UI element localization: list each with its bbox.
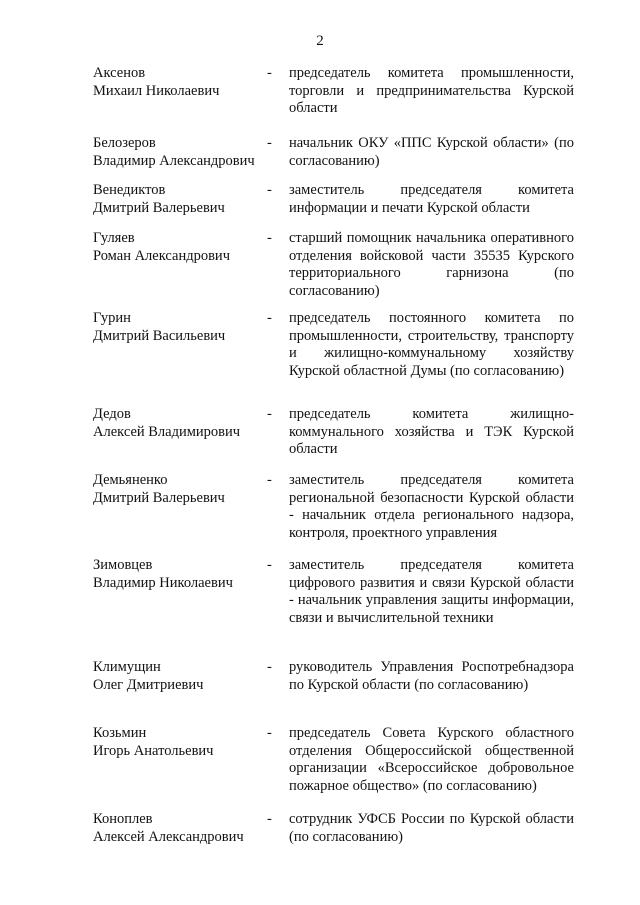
person-name [93, 65, 273, 100]
person-surname: Козьмин [93, 725, 147, 741]
person-given-names: Дмитрий Валерьевич [93, 199, 225, 216]
person-name [93, 725, 273, 760]
list-item [0, 406, 640, 472]
person-role: председатель комитета промышленности, торговли и предпринимательства Курской области [289, 65, 574, 116]
person-given-names: Алексей Владимирович [93, 423, 241, 440]
person-given-names: Олег Дмитриевич [93, 676, 204, 693]
person-surname: Демьяненко [93, 472, 168, 488]
separator-dash: - [267, 135, 272, 151]
person-given-names: Алексей Александрович [93, 828, 244, 845]
separator-dash: - [267, 310, 272, 326]
list-item [0, 182, 640, 230]
list-item [0, 557, 640, 659]
person-given-names: Михаил Николаевич [93, 82, 220, 99]
separator-dash: - [267, 472, 272, 488]
page-number: 2 [316, 33, 324, 49]
person-surname: Зимовцев [93, 557, 153, 573]
separator-dash: - [267, 557, 272, 573]
separator-dash: - [267, 725, 272, 741]
person-surname: Аксенов [93, 65, 146, 81]
person-role: заместитель председателя комитета региональной безопасности Курской области - начальник отдела регионального надзора, контроля, проектного управления [289, 472, 574, 541]
person-name [93, 557, 273, 592]
person-role: сотрудник УФСБ России по Курской области (по согласованию) [289, 811, 574, 845]
person-given-names: Дмитрий Васильевич [93, 327, 226, 344]
separator-dash: - [267, 811, 272, 827]
list-item [0, 230, 640, 310]
person-surname: Гурин [93, 310, 131, 326]
person-given-names: Владимир Николаевич [93, 574, 233, 591]
person-role: председатель комитета жилищно-коммунального хозяйства и ТЭК Курской области [289, 406, 574, 457]
person-name [93, 406, 273, 441]
list-item [0, 811, 640, 859]
person-surname: Дедов [93, 406, 131, 422]
list-item [0, 65, 640, 135]
list-item [0, 725, 640, 811]
person-name [93, 472, 273, 507]
person-name [93, 310, 273, 345]
person-surname: Белозеров [93, 135, 156, 151]
person-role: председатель Совета Курского областного отделения Общероссийской общественной организации «Всероссийское добровольное пожарное общество» (по согласованию) [289, 725, 574, 794]
person-given-names: Роман Александрович [93, 247, 230, 264]
person-role: председатель постоянного комитета по промышленности, строительству, транспорту и жилищно-коммунальному хозяйству Курской областной Думы (по согласованию) [289, 310, 574, 379]
list-item [0, 135, 640, 182]
separator-dash: - [267, 65, 272, 81]
person-given-names: Дмитрий Валерьевич [93, 489, 225, 506]
person-role: заместитель председателя комитета информации и печати Курской области [289, 182, 574, 216]
separator-dash: - [267, 182, 272, 198]
person-surname: Гуляев [93, 230, 135, 246]
person-given-names: Владимир Александрович [93, 152, 255, 169]
person-role: начальник ОКУ «ППС Курской области» (по согласованию) [289, 135, 574, 169]
separator-dash: - [267, 659, 272, 675]
person-role: заместитель председателя комитета цифрового развития и связи Курской области - начальник управления защиты информации, связи и вычислительной техники [289, 557, 574, 626]
person-surname: Коноплев [93, 811, 153, 827]
person-name [93, 182, 273, 217]
list-item [0, 659, 640, 725]
separator-dash: - [267, 406, 272, 422]
person-name [93, 230, 273, 265]
person-role: руководитель Управления Роспотребнадзора по Курской области (по согласованию) [289, 659, 574, 693]
person-name [93, 811, 273, 846]
person-name [93, 135, 273, 170]
list-item [0, 472, 640, 557]
person-name [93, 659, 273, 694]
person-surname: Венедиктов [93, 182, 166, 198]
person-surname: Климущин [93, 659, 161, 675]
separator-dash: - [267, 230, 272, 246]
members-list [0, 65, 640, 859]
person-given-names: Игорь Анатольевич [93, 742, 214, 759]
list-item [0, 310, 640, 406]
person-role: старший помощник начальника оперативного отделения войсковой части 35535 Курского территориального гарнизона (по согласованию) [289, 230, 574, 299]
